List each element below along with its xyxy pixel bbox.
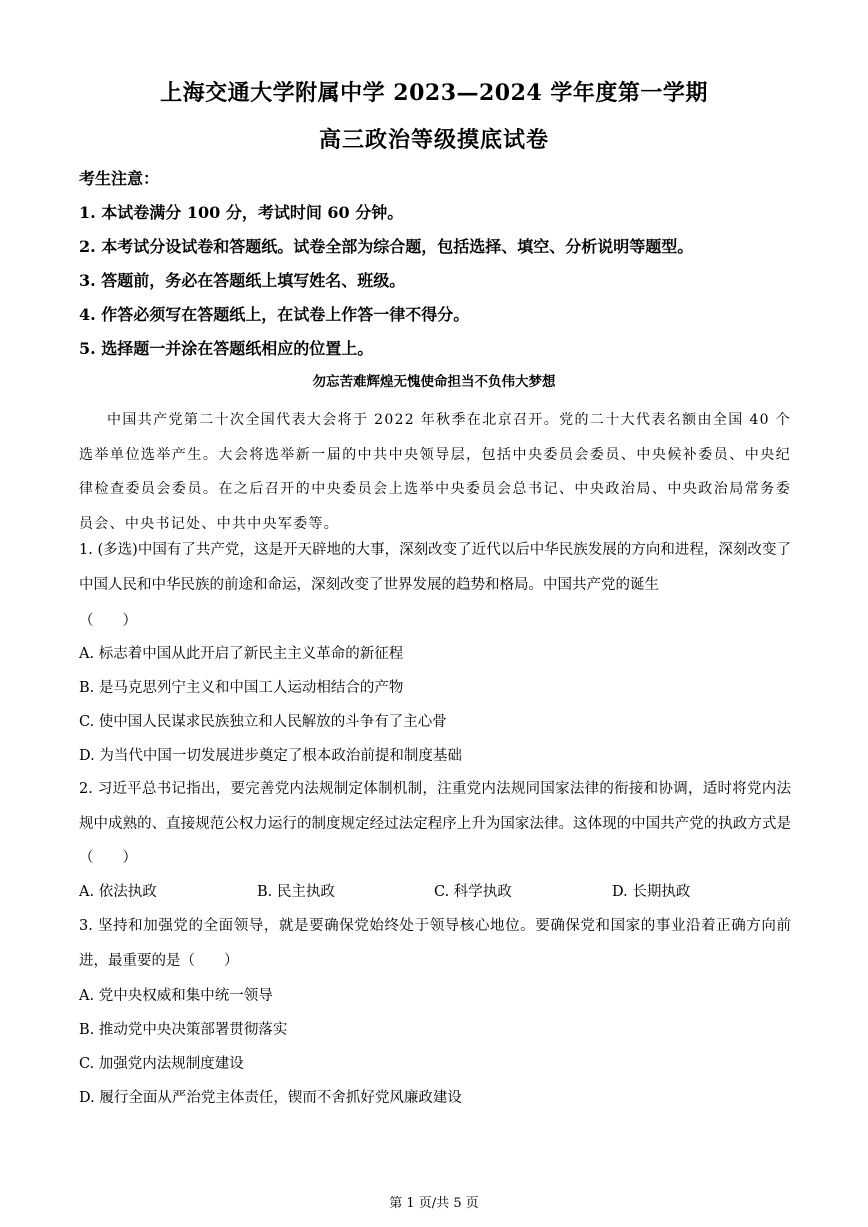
notice-item: 5. 选择题一并涂在答题纸相应的位置上。 (79, 339, 374, 358)
question-3-option-d: D. 履行全面从严治党主体责任，锲而不舍抓好党风廉政建设 (79, 1090, 462, 1106)
question-3-option-b: B. 推动党中央决策部署贯彻落实 (79, 1022, 288, 1038)
question-1-option-c: C. 使中国人民谋求民族独立和人民解放的斗争有了主心骨 (79, 714, 447, 730)
question-2-option-b: B. 民主执政 (257, 884, 335, 900)
question-1-option-b: B. 是马克思列宁主义和中国工人运动相结合的产物 (79, 680, 404, 696)
page-footer: 第 1 页/共 5 页 (389, 1196, 479, 1211)
exam-title-line2: 高三政治等级摸底试卷 (318, 127, 549, 153)
question-3-option-c: C. 加强党内法规制度建设 (79, 1056, 244, 1072)
notice-heading: 考生注意： (79, 169, 160, 188)
notice-item: 2. 本考试分设试卷和答题纸。试卷全部为综合题，包括选择、填空、分析说明等题型。 (79, 237, 694, 256)
question-2-option-d: D. 长期执政 (612, 884, 691, 900)
question-2-option-a: A. 依法执政 (79, 884, 157, 900)
question-3-option-a: A. 党中央权威和集中统一领导 (79, 988, 273, 1004)
question-1-option-d: D. 为当代中国一切发展进步奠定了根本政治前提和制度基础 (79, 748, 462, 764)
section-title: 勿忘苦难辉煌无愧使命担当不负伟大梦想 (312, 374, 556, 390)
question-2-stem: 2. 习近平总书记指出，要完善党内法规制定体制机制，注重党内法规同国家法律的衔接和协调，适时将党内法规中成熟的、直接规范公权力运行的制度规定经过法定程序上升为国家法律。这体现的中国共产党的执政方式是（ ） (79, 781, 791, 866)
question-1-option-a: A. 标志着中国从此开启了新民主主义革命的新征程 (79, 646, 404, 662)
question-3-stem: 3. 坚持和加强党的全面领导，就是要确保党始终处于领导核心地位。要确保党和国家的事业沿着正确方向前进，最重要的是（ ） (79, 918, 791, 969)
notice-item: 1. 本试卷满分 100 分，考试时间 60 分钟。 (79, 203, 404, 222)
section-intro: 中国共产党第二十次全国代表大会将于 2022 年秋季在北京召开。党的二十大代表名额由全国 40 个选举单位选举产生。大会将选举新一届的中共中央领导层，包括中央委员会委员、中央候补委员、中央纪律检查委员会委员。在之后召开的中央委员会上选举中央委员会总书记、中央政治局、中央政治局常务委员会、中央书记处、中共中央军委等。 (79, 412, 791, 532)
question-2-option-c: C. 科学执政 (434, 884, 512, 900)
notice-item: 3. 答题前，务必在答题纸上填写姓名、班级。 (79, 271, 406, 290)
exam-title-line1: 上海交通大学附属中学 2023—2024 学年度第一学期 (160, 80, 708, 106)
notice-item: 4. 作答必须写在答题纸上，在试卷上作答一律不得分。 (79, 305, 470, 324)
question-1-stem: 1. (多选)中国有了共产党，这是开天辟地的大事，深刻改变了近代以后中华民族发展的方向和进程，深刻改变了中国人民和中华民族的前途和命运，深刻改变了世界发展的趋势和格局。中国共产党的诞生 (79, 542, 791, 593)
question-1-blank: （ ） (79, 613, 137, 629)
